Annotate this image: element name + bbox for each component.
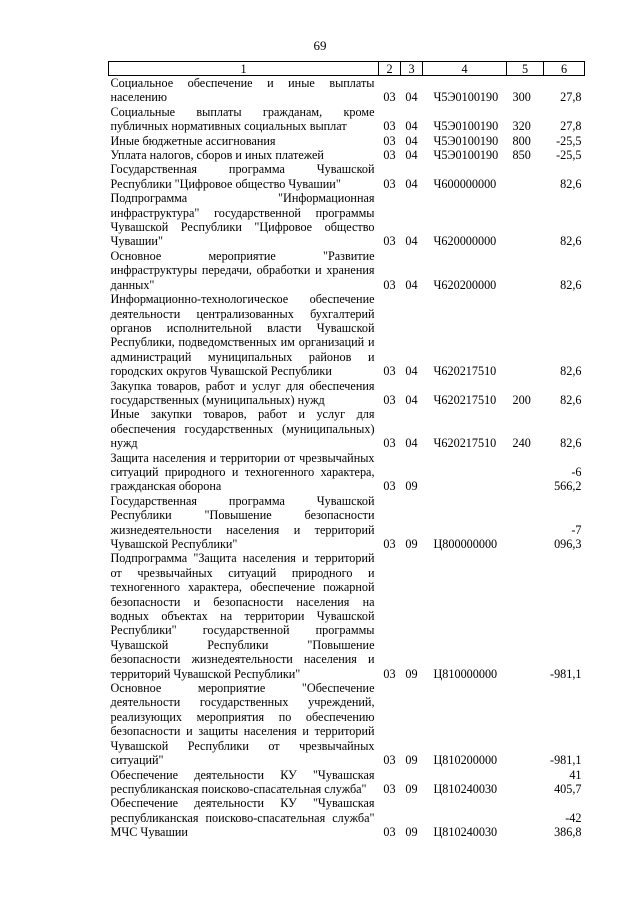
expense-type-code-cell: 850 <box>512 148 531 163</box>
header-col-1: 1 <box>109 62 379 76</box>
item-name-cell: Социальное обеспечение и иные выплаты населению <box>110 76 375 105</box>
section-code-cell: 03 <box>383 537 396 551</box>
header-col-4: 4 <box>423 62 507 76</box>
expense-type-code-cell <box>507 191 544 249</box>
amount-cell: -981,1 <box>550 753 582 768</box>
amount-cell: -981,1 <box>550 666 582 681</box>
amount-cell: -25,5 <box>556 148 582 163</box>
expense-type-code-cell <box>507 451 544 494</box>
amount-cell: 27,8 <box>560 90 582 105</box>
section-code-cell: 03 <box>383 119 396 134</box>
subsection-code-cell: 09 <box>405 825 418 840</box>
target-article-code-cell: Ч620200000 <box>433 277 497 292</box>
amount-cell: 82,6 <box>560 436 582 451</box>
target-article-code-cell: Ч5Э0100190 <box>433 119 499 134</box>
table-row <box>109 162 585 191</box>
header-col-5: 5 <box>507 62 544 76</box>
table-row <box>109 249 585 292</box>
table-row <box>109 379 585 408</box>
page-number: 69 <box>313 38 327 53</box>
amount-cell: 82,6 <box>560 176 582 191</box>
table-row <box>109 494 585 552</box>
subsection-code-cell: 04 <box>405 90 418 105</box>
amount-cell: -6 566,2 <box>554 464 582 494</box>
section-code-cell: 03 <box>383 364 396 379</box>
item-name-cell: Обеспечение деятельности КУ "Чувашская республиканская поисково-спасательная служба" <box>110 767 375 796</box>
budget-table <box>108 61 585 840</box>
item-name-cell: Государственная программа Чувашской Республики "Цифровое общество Чувашии" <box>110 162 375 191</box>
table-row <box>109 148 585 162</box>
section-code-cell: 03 <box>383 133 396 148</box>
header-col-3: 3 <box>401 62 423 76</box>
target-article-code-cell: Ц810240030 <box>433 825 498 840</box>
target-article-code-cell: Ч620217510 <box>433 392 497 407</box>
table-row <box>109 134 585 148</box>
subsection-code-cell: 04 <box>405 436 418 451</box>
amount-cell: 82,6 <box>560 392 582 407</box>
item-name-cell: Защита населения и территории от чрезвычайных ситуаций природного и техногенного характера, гражданская оборона <box>110 450 375 494</box>
item-name-cell: Закупка товаров, работ и услуг для обеспечения государственных (муниципальных) нужд <box>110 378 375 407</box>
section-code-cell: 03 <box>383 781 396 796</box>
expense-type-code-cell: 240 <box>512 436 531 451</box>
target-article-code-cell <box>423 451 507 494</box>
item-name-cell: Основное мероприятие "Обеспечение деятельности государственных учреждений, реализующих мероприятия по обеспечению безопасности и защиты населения и территорий Чувашской Республики от чрезвычайных ситуаций" <box>110 681 375 768</box>
item-name-cell: Обеспечение деятельности КУ "Чувашская республиканская поисково-спасательная служба" МЧС Чувашии <box>110 796 375 840</box>
target-article-code-cell: Ц810200000 <box>433 753 498 768</box>
amount-cell: 82,6 <box>560 234 582 249</box>
item-name-cell: Подпрограмма "Информационная инфраструктура" государственной программы Чувашской Республики "Цифровое общество Чувашии" <box>110 191 375 249</box>
target-article-code-cell: Ч5Э0100190 <box>433 90 499 105</box>
table-row <box>109 105 585 134</box>
subsection-code-cell: 04 <box>405 133 418 148</box>
table-row <box>109 796 585 839</box>
item-name-cell: Иные закупки товаров, работ и услуг для обеспечения государственных (муниципальных) нужд <box>110 407 375 451</box>
amount-cell: 27,8 <box>560 119 582 134</box>
subsection-code-cell: 09 <box>405 781 418 796</box>
item-name-cell: Уплата налогов, сборов и иных платежей <box>110 148 324 163</box>
item-name-cell: Государственная программа Чувашской Республики "Повышение безопасности жизнедеятельности населения и территорий Чувашской Республики" <box>110 493 375 551</box>
amount-cell: -42 386,8 <box>554 810 582 840</box>
subsection-code-cell: 04 <box>405 392 418 407</box>
item-name-cell: Основное мероприятие "Развитие инфраструктуры передачи, обработки и хранения данных" <box>110 248 375 292</box>
expense-type-code-cell: 200 <box>512 392 531 407</box>
section-code-cell: 03 <box>383 277 396 292</box>
section-code-cell: 03 <box>383 436 396 451</box>
amount-cell: 82,6 <box>560 277 582 292</box>
expense-type-code-cell <box>507 249 544 292</box>
section-code-cell: 03 <box>383 90 396 105</box>
subsection-code-cell: 04 <box>405 277 418 292</box>
target-article-code-cell: Ц810000000 <box>433 666 498 681</box>
target-article-code-cell: Ц800000000 <box>433 537 498 551</box>
table-row <box>109 451 585 494</box>
target-article-code-cell: Ч620217510 <box>433 364 497 379</box>
subsection-code-cell: 09 <box>405 753 418 768</box>
subsection-code-cell: 04 <box>405 119 418 134</box>
table-row <box>109 191 585 249</box>
subsection-code-cell: 04 <box>405 176 418 191</box>
table-row <box>109 681 585 767</box>
subsection-code-cell: 04 <box>405 364 418 379</box>
item-name-cell: Информационно-технологическое обеспечение деятельности централизованных бухгалтерий органов исполнительной власти Чувашской Республики, подведомственных им организаций и администраций муниципальных районов и городских округов Чувашской Республики <box>110 292 375 379</box>
amount-cell: -25,5 <box>556 133 582 148</box>
target-article-code-cell: Ч620217510 <box>433 436 497 451</box>
subsection-code-cell: 09 <box>405 537 418 551</box>
section-code-cell: 03 <box>383 392 396 407</box>
expense-type-code-cell <box>507 494 544 552</box>
expense-type-code-cell: 320 <box>512 119 531 134</box>
table-row <box>109 76 585 105</box>
subsection-code-cell: 09 <box>405 479 418 494</box>
subsection-code-cell: 09 <box>405 666 418 681</box>
expense-type-code-cell <box>507 768 544 797</box>
target-article-code-cell: Ч5Э0100190 <box>433 148 499 163</box>
expense-type-code-cell: 800 <box>512 133 531 148</box>
item-name-cell: Иные бюджетные ассигнования <box>110 133 276 148</box>
table-body <box>109 76 585 840</box>
subsection-code-cell: 04 <box>405 148 418 163</box>
table-row <box>109 292 585 378</box>
section-code-cell: 03 <box>383 666 396 681</box>
header-col-6: 6 <box>544 62 585 76</box>
expense-type-code-cell <box>507 796 544 839</box>
section-code-cell: 03 <box>383 479 396 494</box>
section-code-cell: 03 <box>383 825 396 840</box>
target-article-code-cell: Ц810240030 <box>433 781 498 796</box>
amount-cell: 41 405,7 <box>554 767 582 796</box>
section-code-cell: 03 <box>383 234 396 249</box>
expense-type-code-cell <box>507 681 544 767</box>
target-article-code-cell: Ч5Э0100190 <box>433 133 499 148</box>
expense-type-code-cell <box>507 292 544 378</box>
section-code-cell: 03 <box>383 176 396 191</box>
table-row <box>109 407 585 450</box>
section-code-cell: 03 <box>383 148 396 163</box>
section-code-cell: 03 <box>383 753 396 768</box>
amount-cell: -7 096,3 <box>554 522 582 551</box>
table-row <box>109 768 585 797</box>
expense-type-code-cell: 300 <box>512 90 531 105</box>
table-header-row <box>109 62 585 76</box>
subsection-code-cell: 04 <box>405 234 418 249</box>
table-row <box>109 551 585 681</box>
header-col-2: 2 <box>379 62 401 76</box>
item-name-cell: Социальные выплаты гражданам, кроме публичных нормативных социальных выплат <box>110 104 375 134</box>
expense-type-code-cell <box>507 162 544 191</box>
amount-cell: 82,6 <box>560 364 582 379</box>
target-article-code-cell: Ч620000000 <box>433 234 497 249</box>
expense-type-code-cell <box>507 551 544 681</box>
item-name-cell: Подпрограмма "Защита населения и территорий от чрезвычайных ситуаций природного и техногенного характера, обеспечение пожарной безопасности и безопасности населения на водных объектах на территории Чувашской Республики" государственной программы Чувашской Республики "Повышение безопасности жизнедеятельности населения и территорий Чувашской Республики" <box>110 551 375 681</box>
target-article-code-cell: Ч600000000 <box>433 176 497 191</box>
